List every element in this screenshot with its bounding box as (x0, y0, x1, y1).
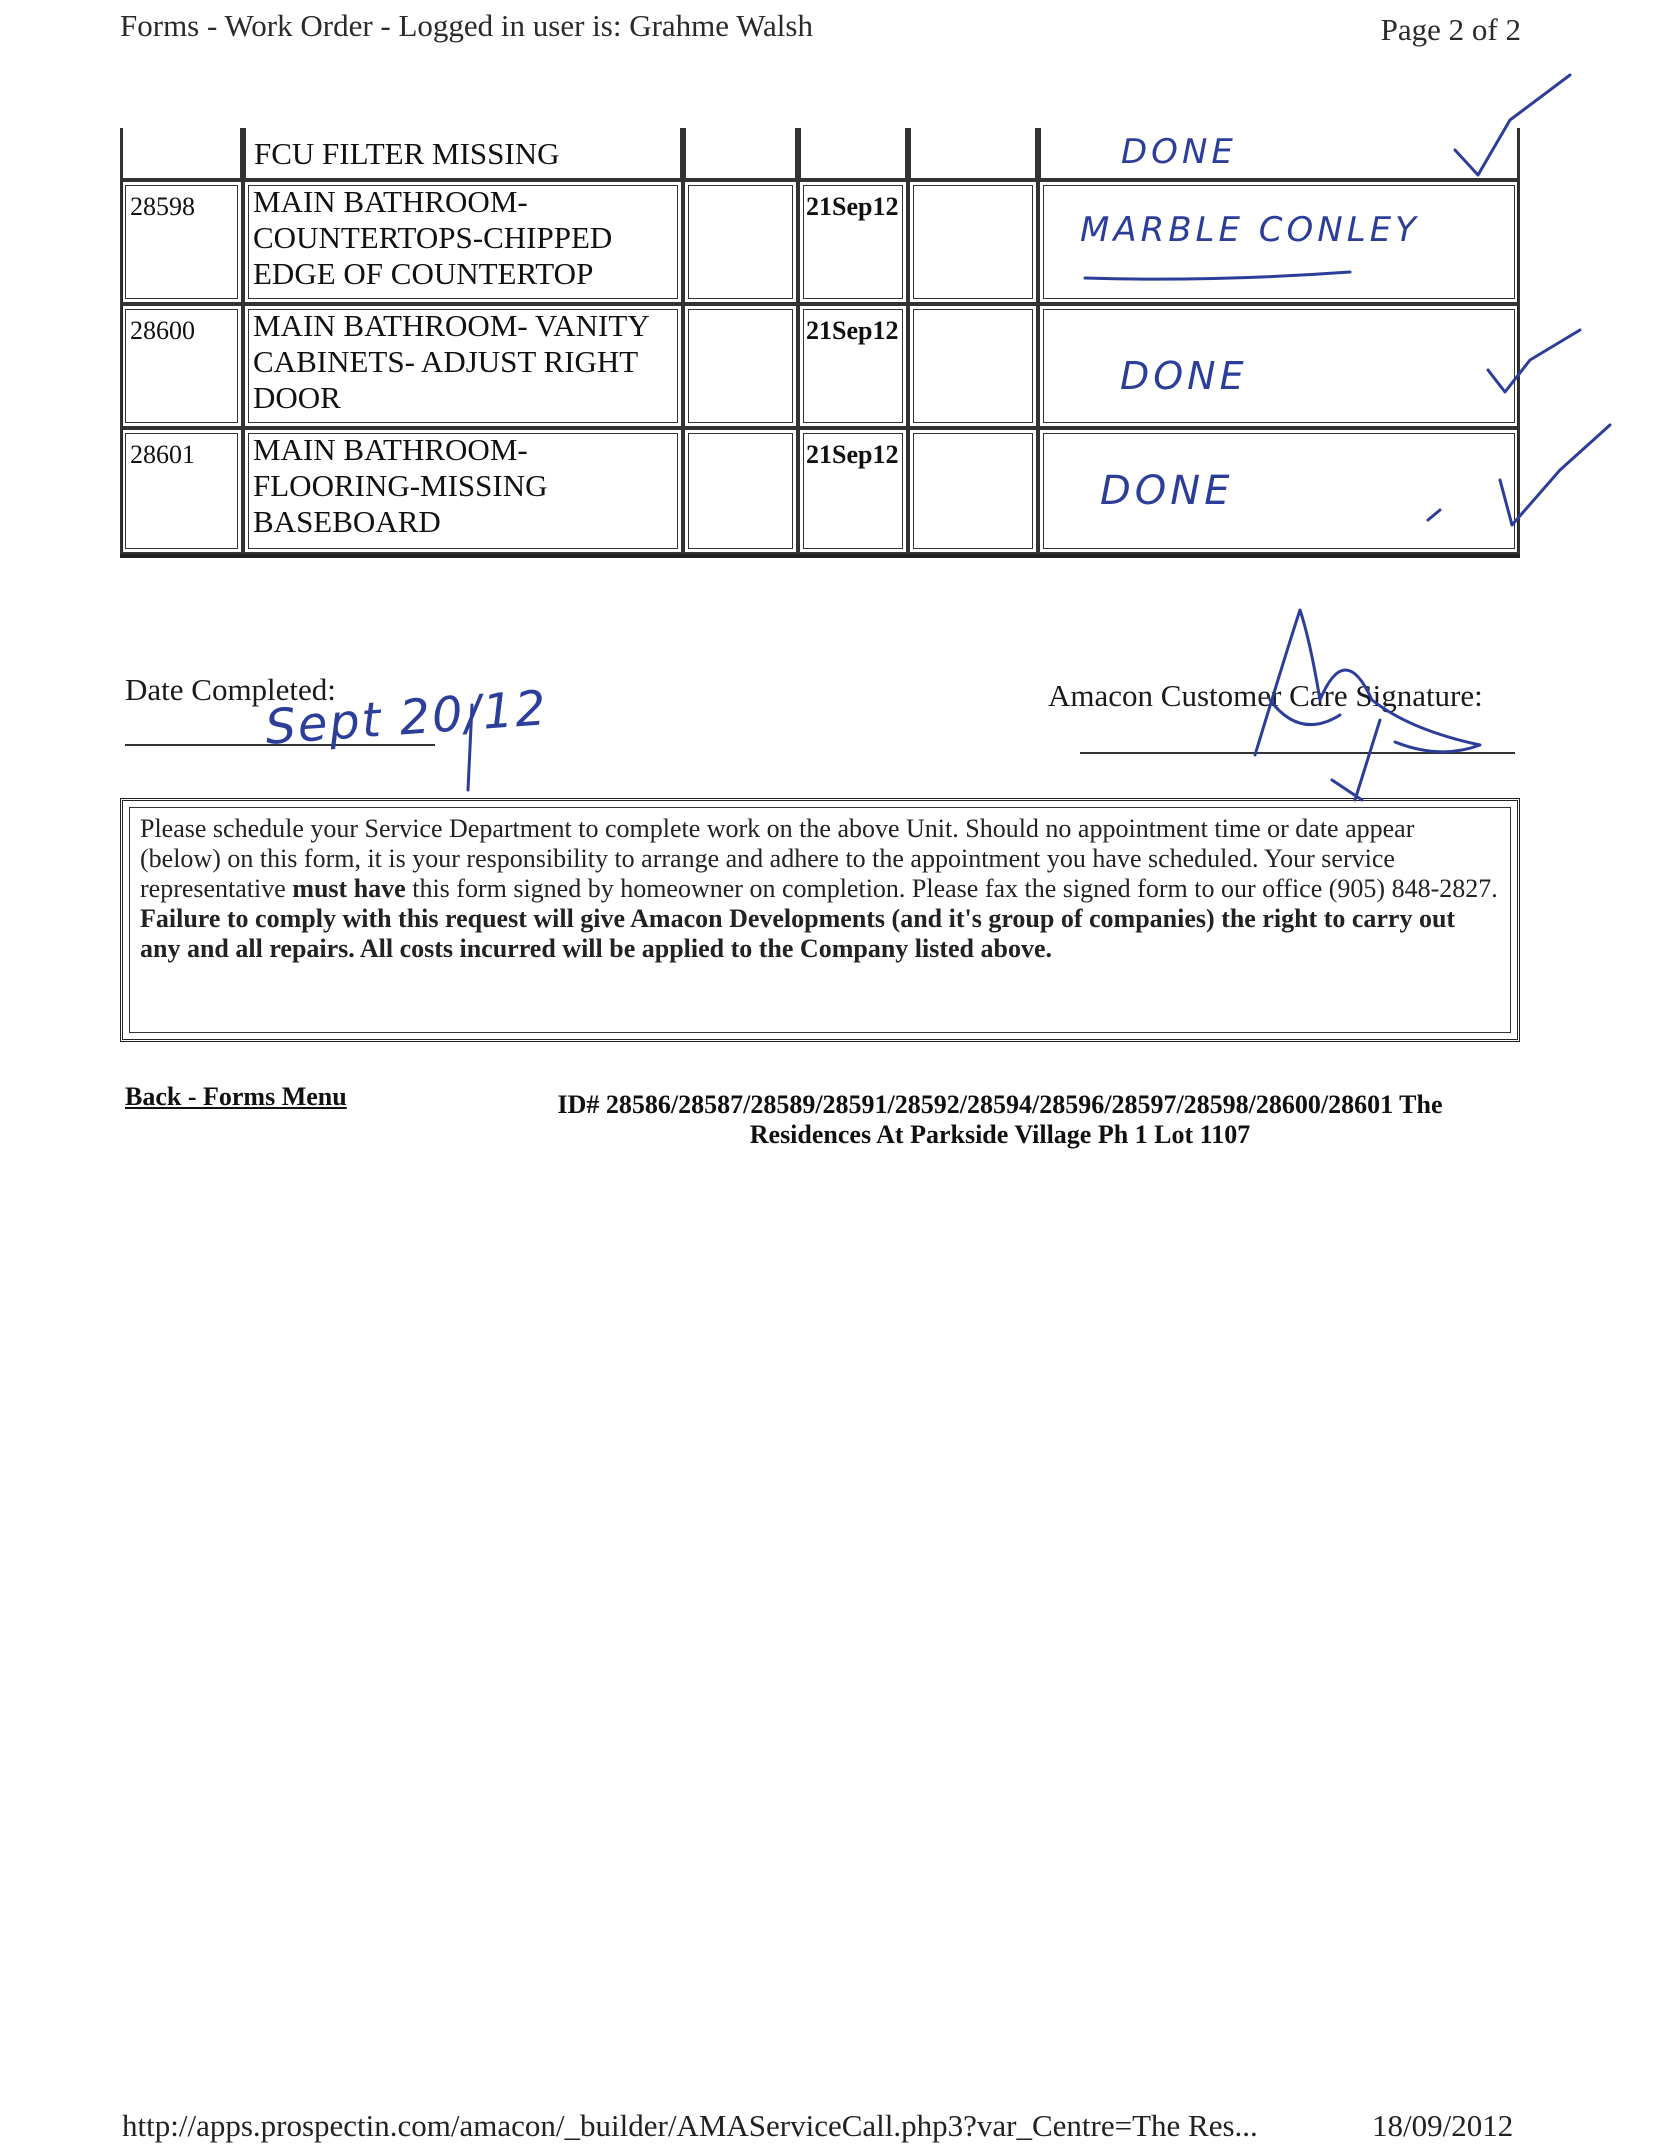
table-row (120, 304, 1520, 428)
work-order-id-line: ID# 28586/28587/28589/28591/28592/28594/28596/28597/28598/28600/28601 The Residences At Parkside Village Ph 1 Lot 1107 (557, 1090, 1443, 1149)
item-note-cell (1038, 304, 1520, 428)
table-row (120, 428, 1520, 554)
empty-cell (683, 180, 798, 304)
empty-cell (683, 428, 798, 554)
page-url: http://apps.prospectin.com/amacon/_builder/AMAServiceCall.php3?var_Centre=The Res... (122, 2108, 1258, 2143)
item-description-cell: MAIN BATHROOM- COUNTERTOPS-CHIPPED EDGE OF COUNTERTOP (243, 180, 683, 304)
item-note-cell (1038, 180, 1520, 304)
item-id-cell: 28601 (120, 428, 243, 554)
item-description-cell: FCU FILTER MISSING (243, 128, 683, 180)
item-date-cell: 21Sep12 (798, 180, 908, 304)
item-date-cell: 21Sep12 (798, 428, 908, 554)
notice-line-1: Please schedule your Service Department to complete work on the above Unit. Should no appointment time or date appear (below) on this form, it is your responsibility to arrange and adhere to the appointment you have scheduled. Your service representative (140, 814, 1415, 903)
item-id-cell: 28598 (120, 180, 243, 304)
notice-must-have: must have (292, 874, 406, 903)
empty-cell (683, 304, 798, 428)
back-forms-menu-link[interactable]: Back - Forms Menu (125, 1082, 347, 1111)
item-id-cell: 28600 (120, 304, 243, 428)
empty-cell (908, 180, 1038, 304)
empty-cell (908, 428, 1038, 554)
item-date-cell: 21Sep12 (798, 304, 908, 428)
item-date-cell (798, 128, 908, 180)
print-date: 18/09/2012 (1372, 2108, 1514, 2143)
notice-line-2: this form signed by homeowner on completion. Please fax the signed form to our office (905) 848-2827. (412, 874, 1498, 903)
table-row (120, 128, 1520, 180)
empty-cell (908, 128, 1038, 180)
item-description-cell: MAIN BATHROOM- FLOORING-MISSING BASEBOARD (243, 428, 683, 554)
handwritten-note: MARBLE CONLEY (1080, 210, 1420, 250)
signature-label: Amacon Customer Care Signature: (1048, 678, 1483, 713)
date-completed-label: Date Completed: (125, 672, 336, 707)
table-row (120, 180, 1520, 304)
signature-line (1080, 752, 1515, 754)
notice-warning: Failure to comply with this request will give Amacon Developments (and it's group of companies) the right to carry out any and all repairs. All costs incurred will be applied to the Company listed above. (140, 904, 1456, 963)
checkmark-icon (1332, 780, 1362, 800)
empty-cell (683, 128, 798, 180)
item-note-cell (1038, 128, 1520, 180)
page-number: Page 2 of 2 (1380, 12, 1521, 47)
notice-box (120, 798, 1520, 1042)
handwritten-note: DONE (1100, 468, 1234, 514)
item-description-cell: MAIN BATHROOM- VANITY CABINETS- ADJUST RIGHT DOOR (243, 304, 683, 428)
handwritten-note: DONE (1121, 132, 1237, 172)
notice-text (129, 807, 1511, 1033)
item-id-cell (120, 128, 243, 180)
work-order-table (120, 128, 1520, 558)
empty-cell (908, 304, 1038, 428)
page-header-title: Forms - Work Order - Logged in user is: Grahme Walsh (120, 8, 813, 43)
handwritten-note: DONE (1120, 354, 1248, 398)
item-note-cell (1038, 428, 1520, 554)
handwritten-date: Sept 20/12 (263, 680, 550, 756)
